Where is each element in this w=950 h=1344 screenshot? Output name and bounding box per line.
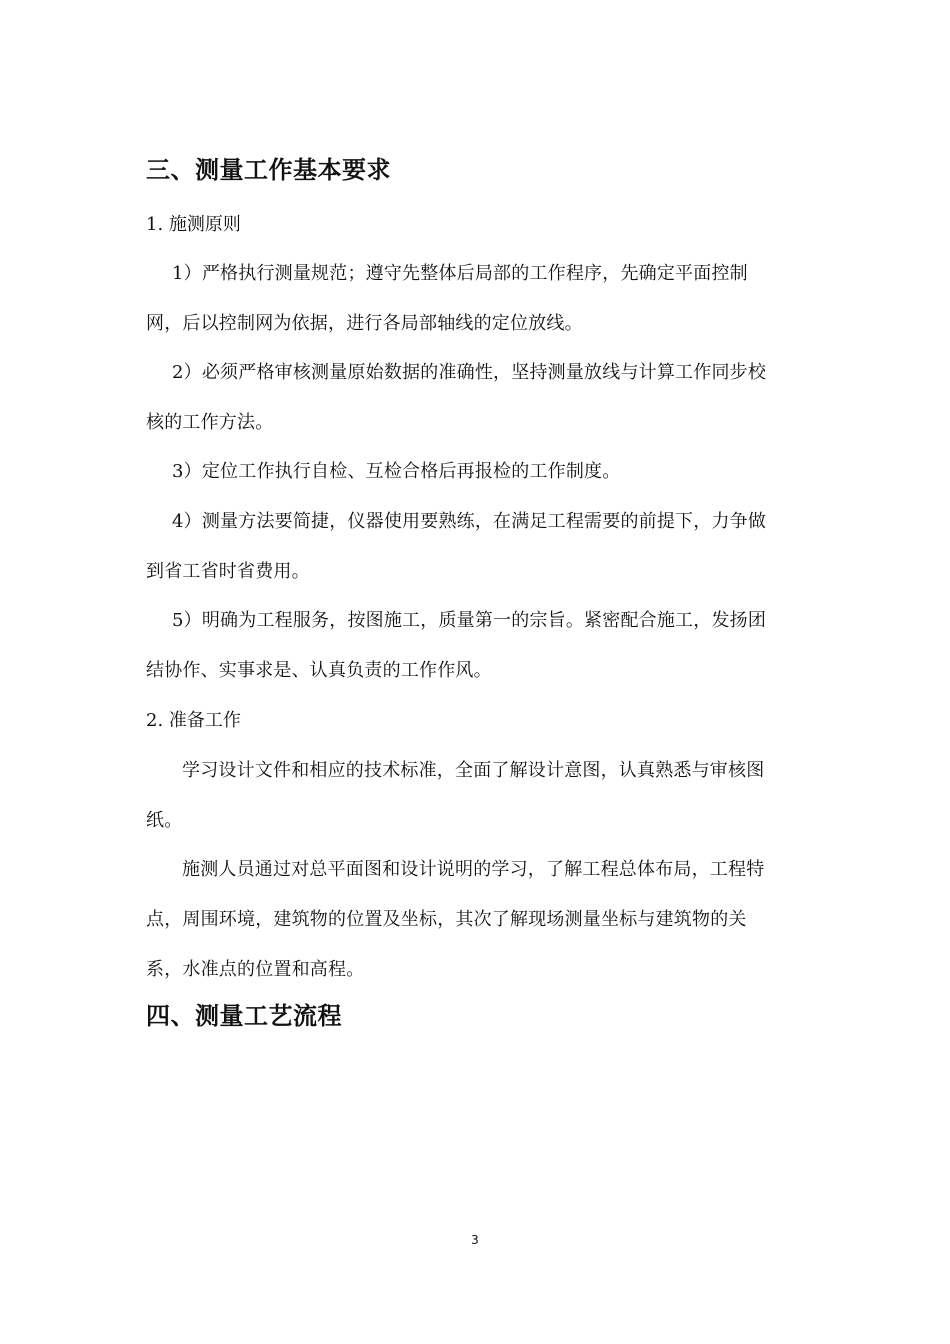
section-4-heading: 四、测量工艺流程 bbox=[146, 1002, 342, 1030]
paragraph-preparation-2 bbox=[146, 845, 806, 995]
paragraph-line: 施测人员通过对总平面图和设计说明的学习，了解工程总体布局，工程特 bbox=[182, 859, 765, 880]
paragraph-line: 2）必须严格审核测量原始数据的准确性，坚持测量放线与计算工作同步校 bbox=[172, 362, 767, 383]
paragraph-line: 系，水准点的位置和高程。 bbox=[146, 959, 365, 980]
paragraph-line: 1）严格执行测量规范；遵守先整体后局部的工作程序，先确定平面控制 bbox=[172, 263, 748, 284]
section-3-heading: 三、测量工作基本要求 bbox=[146, 156, 391, 184]
subheading-preparation: 2. 准备工作 bbox=[146, 710, 241, 731]
paragraph-principle-4 bbox=[146, 497, 806, 597]
paragraph-line: 网，后以控制网为依据，进行各局部轴线的定位放线。 bbox=[146, 313, 583, 334]
paragraph-principle-2 bbox=[146, 348, 806, 448]
paragraph-line: 5）明确为工程服务，按图施工，质量第一的宗旨。紧密配合施工，发扬团 bbox=[172, 610, 767, 631]
paragraph-line: 纸。 bbox=[146, 810, 183, 831]
paragraph-principle-5 bbox=[146, 596, 806, 696]
paragraph-line: 结协作、实事求是、认真负责的工作作风。 bbox=[146, 660, 492, 681]
paragraph-line: 4）测量方法要简捷，仪器使用要熟练，在满足工程需要的前提下，力争做 bbox=[172, 511, 767, 532]
page-number: 3 bbox=[471, 1233, 479, 1247]
paragraph-principle-1 bbox=[146, 249, 806, 349]
subheading-construction-principles: 1. 施测原则 bbox=[146, 214, 241, 235]
paragraph-line: 点，周围环境，建筑物的位置及坐标，其次了解现场测量坐标与建筑物的关 bbox=[146, 909, 747, 930]
paragraph-line: 学习设计文件和相应的技术标准，全面了解设计意图，认真熟悉与审核图 bbox=[182, 760, 765, 781]
paragraph-line: 3）定位工作执行自检、互检合格后再报检的工作制度。 bbox=[172, 461, 621, 482]
paragraph-principle-3 bbox=[146, 447, 806, 497]
paragraph-line: 到省工省时省费用。 bbox=[146, 561, 310, 582]
paragraph-line: 核的工作方法。 bbox=[146, 412, 274, 433]
paragraph-preparation-1 bbox=[146, 746, 806, 846]
